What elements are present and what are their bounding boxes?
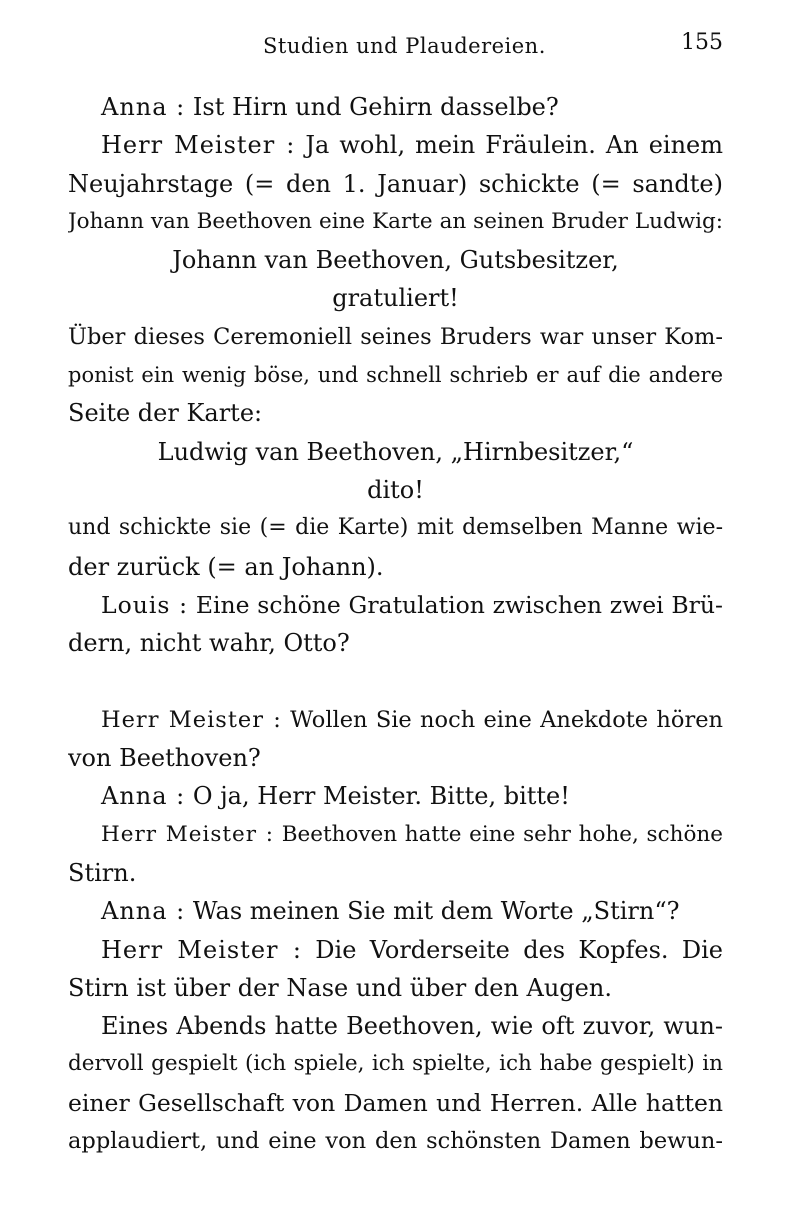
text-line: von Beethoven? xyxy=(68,744,261,773)
page-number: 155 xyxy=(681,30,723,55)
speaker-label: Anna : xyxy=(101,93,186,121)
dialogue-line xyxy=(68,816,723,854)
speaker-label: Herr Meister : xyxy=(101,706,282,733)
running-title: Studien und Plaudereien. xyxy=(263,34,546,58)
speaker-label: Herr Meister : xyxy=(101,131,296,160)
text-line: Eines Abends hatte Beethoven, wie oft zuvor, wun- xyxy=(101,1012,723,1041)
text-line: Über dieses Ceremoniell seines Bruders war unser Kom- xyxy=(68,323,723,350)
line-text: Was meinen Sie mit dem Worte „Stirn“? xyxy=(192,897,680,926)
dialogue-line xyxy=(68,892,723,930)
page-body xyxy=(68,88,723,1160)
text-line: einer Gesellschaft von Damen und Herren. Alle hatten xyxy=(68,1088,723,1117)
dialogue-line xyxy=(68,931,723,969)
speaker-label: Anna : xyxy=(101,897,186,926)
text-line: dervoll gespielt (ich spiele, ich spielte, ich habe gespielt) in xyxy=(68,1051,723,1077)
speaker-label: Herr Meister : xyxy=(101,935,302,964)
text-line: ponist ein wenig böse, und schnell schrieb er auf die andere xyxy=(68,363,723,388)
section-gap xyxy=(68,662,723,700)
line-text: Ja wohl, mein Fräulein. An einem xyxy=(305,131,723,160)
text-line: der zurück (= an Johann). xyxy=(68,552,384,581)
line-text: Die Vorderseite des Kopfes. Die xyxy=(315,935,723,964)
centered-line: gratuliert! xyxy=(332,284,459,313)
text-line: Seite der Karte: xyxy=(68,399,263,428)
text-line: Neujahrstage (= den 1. Januar) schickte (= sandte) xyxy=(68,169,723,198)
text-line: und schickte sie (= die Karte) mit demselben Manne wie- xyxy=(68,515,723,541)
centered-line: Ludwig van Beethoven, „Hirnbesitzer,“ xyxy=(157,437,634,466)
text-line: applaudiert, und eine von den schönsten Damen bewun- xyxy=(68,1128,723,1155)
line-text: Beethoven hatte eine sehr hohe, schöne xyxy=(281,821,723,847)
dialogue-line xyxy=(68,586,723,624)
speaker-label: Herr Meister : xyxy=(101,821,274,847)
dialogue-line xyxy=(68,701,723,739)
speaker-label: Louis : xyxy=(101,590,189,619)
dialogue-line xyxy=(68,88,723,126)
centered-line: dito! xyxy=(367,475,424,504)
text-line: Stirn. xyxy=(68,858,137,887)
centered-line: Johann van Beethoven, Gutsbesitzer, xyxy=(172,246,619,275)
line-text: Wollen Sie noch eine Anekdote hören xyxy=(290,706,723,733)
dialogue-line xyxy=(68,126,723,164)
text-line: Stirn ist über der Nase und über den Augen. xyxy=(68,973,612,1002)
text-line: dern, nicht wahr, Otto? xyxy=(68,629,350,658)
text-line: Johann van Beethoven eine Karte an seinen Bruder Ludwig: xyxy=(68,208,723,234)
line-text: Ist Hirn und Gehirn dasselbe? xyxy=(192,93,559,121)
dialogue-line xyxy=(68,777,723,815)
line-text: O ja, Herr Meister. Bitte, bitte! xyxy=(192,782,570,811)
speaker-label: Anna : xyxy=(101,782,186,811)
page-header xyxy=(68,30,723,64)
line-text: Eine schöne Gratulation zwischen zwei Brü- xyxy=(195,590,723,619)
